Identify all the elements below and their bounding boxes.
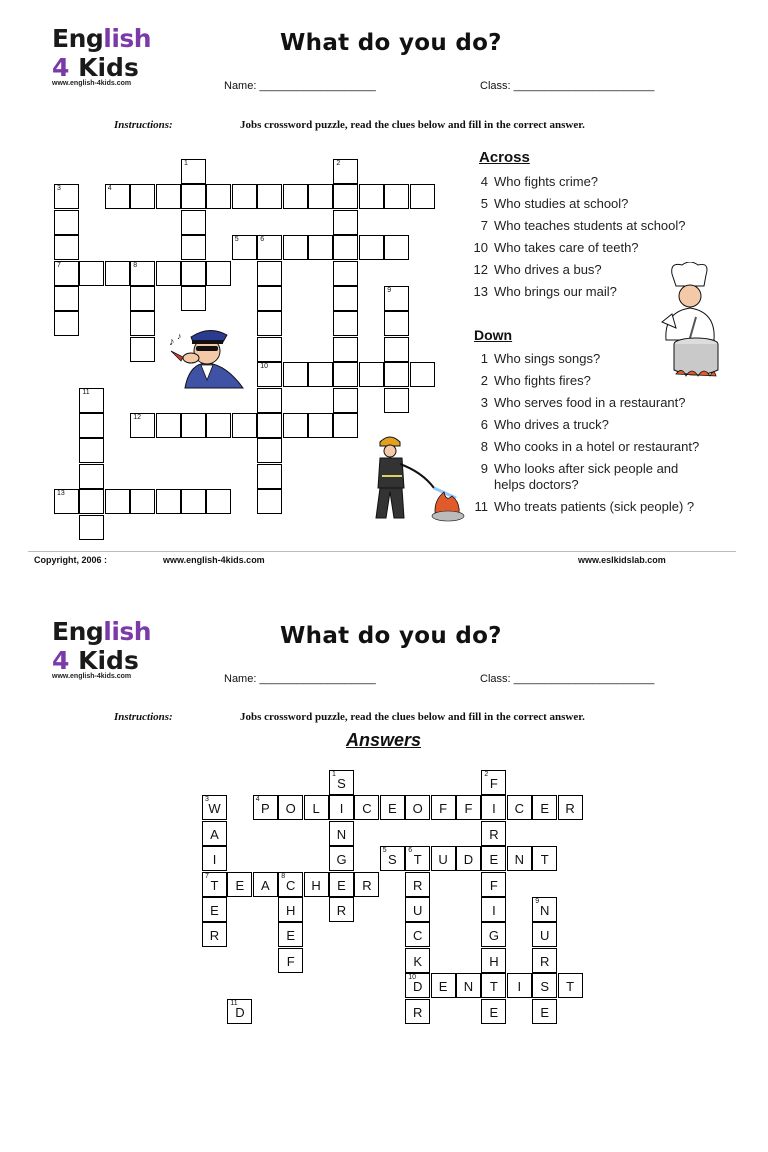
answer-cell <box>202 872 227 897</box>
crossword-cell[interactable] <box>79 261 104 286</box>
answer-cell <box>405 948 430 973</box>
cell-letter: R <box>412 877 423 893</box>
cell-number: 4 <box>107 185 112 193</box>
answer-cell <box>405 973 430 998</box>
crossword-cell[interactable] <box>181 413 206 438</box>
answer-cell <box>405 897 430 922</box>
cell-letter: E <box>337 877 346 893</box>
clue-text: Who studies at school? <box>494 196 629 211</box>
crossword-cell[interactable] <box>130 261 155 286</box>
cell-number: 5 <box>382 847 387 855</box>
logo: English 4 Kids www.english-4kids.com <box>52 617 152 680</box>
clue-text: Who sings songs? <box>494 351 601 366</box>
clue-number: 10 <box>473 240 488 255</box>
clue-text: Who drives a truck? <box>494 417 609 432</box>
page-title: What do you do? <box>280 623 502 649</box>
crossword-cell[interactable] <box>333 388 358 413</box>
answer-cell <box>405 872 430 897</box>
cell-letter: N <box>514 852 524 868</box>
crossword-cell[interactable] <box>105 489 130 514</box>
answer-cell <box>532 973 557 998</box>
answer-cell <box>304 795 329 820</box>
cell-number: 9 <box>535 898 540 905</box>
cell-letter: T <box>210 877 219 893</box>
crossword-cell[interactable] <box>308 184 333 209</box>
crossword-cell[interactable] <box>181 286 206 311</box>
cell-letter: U <box>412 903 423 918</box>
cell-letter: O <box>412 801 423 817</box>
clue-number: 6 <box>480 417 488 432</box>
answer-cell <box>278 872 303 897</box>
crossword-cell[interactable] <box>130 337 155 362</box>
crossword-cell[interactable] <box>384 311 409 336</box>
cell-letter: E <box>387 801 397 817</box>
answer-cell <box>481 897 506 922</box>
cell-number: 9 <box>387 287 392 294</box>
name-field[interactable]: Name: ___________________ <box>224 80 376 92</box>
crossword-cell[interactable] <box>384 235 409 260</box>
clue-item <box>472 218 712 234</box>
clue-number: 5 <box>480 196 488 211</box>
cell-letter: W <box>208 801 221 817</box>
cell-letter: E <box>540 1004 550 1020</box>
crossword-cell[interactable] <box>410 362 435 387</box>
crossword-cell[interactable] <box>79 438 104 463</box>
crossword-cell[interactable] <box>130 286 155 311</box>
crossword-cell[interactable] <box>384 337 409 362</box>
cell-letter: E <box>489 852 499 868</box>
answer-cell <box>481 999 506 1024</box>
cell-number: 12 <box>133 414 141 421</box>
cell-number: 4 <box>255 796 260 804</box>
cell-number: 8 <box>281 872 286 880</box>
crossword-cell[interactable] <box>257 286 282 311</box>
answer-cell <box>227 872 252 897</box>
cell-letter: I <box>212 852 217 868</box>
crossword-cell[interactable] <box>283 184 308 209</box>
cell-letter: R <box>539 953 550 969</box>
cell-letter: S <box>337 776 346 791</box>
crossword-cell[interactable] <box>257 235 282 260</box>
cell-letter: I <box>492 903 496 918</box>
answer-cell <box>202 897 227 922</box>
class-field[interactable]: Class: _______________________ <box>480 673 655 685</box>
crossword-cell[interactable] <box>79 489 104 514</box>
crossword-cell[interactable] <box>333 235 358 260</box>
answer-cell <box>380 846 405 871</box>
clue-item <box>472 461 712 493</box>
answer-cell <box>405 846 430 871</box>
answer-cell <box>481 872 506 897</box>
cell-letter: D <box>463 852 474 868</box>
cell-letter: N <box>463 979 474 995</box>
cell-letter: F <box>286 953 295 969</box>
crossword-cell[interactable] <box>308 362 333 387</box>
crossword-cell[interactable] <box>257 438 282 463</box>
clue-number: 11 <box>474 499 488 514</box>
cell-letter: I <box>339 801 344 817</box>
crossword-cell[interactable] <box>156 413 181 438</box>
cell-letter: A <box>210 826 219 842</box>
cell-letter: P <box>260 801 270 817</box>
answer-cell <box>202 821 227 846</box>
crossword-cell[interactable] <box>333 362 358 387</box>
answer-cell <box>253 795 278 820</box>
clue-item <box>472 499 712 515</box>
crossword-cell[interactable] <box>333 413 358 438</box>
answer-cell <box>405 795 430 820</box>
cell-number: 2 <box>336 160 341 167</box>
answer-cell <box>507 973 532 998</box>
across-heading: Across <box>479 149 530 166</box>
answer-cell <box>507 795 532 820</box>
class-field[interactable]: Class: _______________________ <box>480 80 655 92</box>
cell-letter: O <box>285 801 296 817</box>
cell-letter: G <box>488 928 499 944</box>
crossword-cell[interactable] <box>181 210 206 235</box>
clue-number: 12 <box>473 262 488 277</box>
answer-cell <box>481 821 506 846</box>
cell-letter: F <box>464 801 473 817</box>
answer-cell <box>329 872 354 897</box>
answer-cell <box>558 795 583 820</box>
answer-cell <box>380 795 405 820</box>
cell-number: 5 <box>234 236 239 244</box>
clue-text: Who looks after sick people and helps doctors? <box>494 461 679 492</box>
crossword-cell[interactable] <box>79 413 104 438</box>
answer-cell <box>354 795 379 820</box>
crossword-cell[interactable] <box>359 235 384 260</box>
answer-cell <box>227 999 252 1024</box>
answer-cell <box>532 948 557 973</box>
down-heading: Down <box>474 327 513 343</box>
answer-cell <box>329 821 354 846</box>
cell-letter: C <box>412 928 423 944</box>
cell-letter: S <box>540 979 550 995</box>
crossword-cell[interactable] <box>79 388 104 413</box>
answer-cell <box>532 897 557 922</box>
cell-letter: C <box>285 877 296 893</box>
chef-illustration <box>652 262 728 384</box>
footer-copyright: Copyright, 2006 : <box>34 555 108 565</box>
answer-cell <box>329 897 354 922</box>
cell-letter: I <box>492 801 496 817</box>
clue-number: 1 <box>480 351 488 366</box>
cell-letter: H <box>285 903 296 918</box>
cell-number: 6 <box>408 847 413 855</box>
crossword-cell[interactable] <box>130 413 155 438</box>
crossword-cell[interactable] <box>54 235 79 260</box>
cell-letter: K <box>413 953 423 969</box>
answer-cell <box>532 846 557 871</box>
clue-number: 9 <box>480 461 488 476</box>
crossword-cell[interactable] <box>156 489 181 514</box>
answer-cell <box>532 795 557 820</box>
crossword-cell[interactable] <box>54 210 79 235</box>
crossword-cell[interactable] <box>384 184 409 209</box>
crossword-cell[interactable] <box>257 337 282 362</box>
cell-letter: D <box>235 1004 245 1020</box>
crossword-cell[interactable] <box>54 286 79 311</box>
cell-number: 3 <box>205 796 209 804</box>
clue-text: Who drives a bus? <box>494 262 602 277</box>
cell-number: 3 <box>57 185 61 193</box>
answer-cell <box>481 846 506 871</box>
cell-number: 11 <box>230 999 238 1007</box>
instructions-label: Instructions: <box>114 119 173 131</box>
crossword-cell[interactable] <box>333 261 358 286</box>
crossword-cell[interactable] <box>232 413 257 438</box>
answer-cell <box>507 846 532 871</box>
cell-letter: S <box>387 852 397 868</box>
clue-number: 13 <box>473 284 488 299</box>
crossword-cell[interactable] <box>54 311 79 336</box>
answer-cell <box>202 922 227 947</box>
crossword-cell[interactable] <box>384 388 409 413</box>
answer-cell <box>456 795 481 820</box>
crossword-cell[interactable] <box>257 489 282 514</box>
crossword-cell[interactable] <box>181 489 206 514</box>
instructions-label: Instructions: <box>114 711 173 723</box>
clue-text: Who cooks in a hotel or restaurant? <box>494 439 700 454</box>
instructions-text: Jobs crossword puzzle, read the clues below and fill in the correct answer. <box>240 711 585 723</box>
crossword-cell[interactable] <box>206 413 231 438</box>
cell-letter: L <box>312 801 320 817</box>
answer-cell <box>329 795 354 820</box>
answer-cell <box>329 846 354 871</box>
crossword-cell[interactable] <box>283 235 308 260</box>
clue-item <box>472 196 712 212</box>
clue-text: Who serves food in a restaurant? <box>494 395 686 410</box>
clue-number: 7 <box>480 218 488 233</box>
crossword-cell[interactable] <box>257 413 282 438</box>
cell-number: 1 <box>184 160 188 167</box>
crossword-cell[interactable] <box>181 159 206 184</box>
crossword-cell[interactable] <box>54 489 79 514</box>
crossword-cell[interactable] <box>257 362 282 387</box>
cell-number: 1 <box>332 771 336 778</box>
footer-site-english4kids[interactable]: www.english-4kids.com <box>163 555 265 565</box>
answer-cell <box>329 770 354 795</box>
answer-cell <box>253 872 278 897</box>
crossword-cell[interactable] <box>283 362 308 387</box>
clue-item <box>472 174 712 190</box>
answer-cell <box>405 922 430 947</box>
crossword-cell[interactable] <box>181 184 206 209</box>
crossword-cell[interactable] <box>333 337 358 362</box>
crossword-cell[interactable] <box>257 311 282 336</box>
clue-item <box>472 395 712 411</box>
crossword-cell[interactable] <box>181 235 206 260</box>
clue-item <box>472 240 712 256</box>
crossword-cell[interactable] <box>79 515 104 540</box>
cell-letter: I <box>517 979 522 995</box>
cell-letter: T <box>413 852 422 868</box>
crossword-cell[interactable] <box>206 184 231 209</box>
cell-letter: E <box>489 1004 499 1020</box>
cell-number: 11 <box>82 388 90 396</box>
cell-number: 10 <box>260 363 268 371</box>
answer-cell <box>202 846 227 871</box>
answer-cell <box>431 846 456 871</box>
logo: English 4 Kids www.english-4kids.com <box>52 24 152 87</box>
answer-cell <box>405 999 430 1024</box>
cell-letter: A <box>260 877 270 893</box>
cell-letter: R <box>209 928 220 944</box>
clue-text: Who fights fires? <box>494 373 591 388</box>
clue-text: Who treats patients (sick people) ? <box>494 499 695 514</box>
clue-text: Who fights crime? <box>494 174 599 189</box>
cell-number: 2 <box>484 771 489 778</box>
answer-cell <box>431 973 456 998</box>
cell-letter: U <box>539 928 550 944</box>
crossword-cell[interactable] <box>105 184 130 209</box>
cell-letter: N <box>539 903 550 918</box>
cell-letter: R <box>565 801 575 817</box>
svg-text:♪: ♪ <box>177 331 182 341</box>
cell-letter: H <box>489 953 499 969</box>
answer-cell <box>278 922 303 947</box>
clue-item <box>472 417 712 433</box>
cell-letter: R <box>336 903 347 918</box>
cell-letter: T <box>540 852 549 868</box>
cell-letter: R <box>362 877 372 893</box>
footer-site-eslkidslab[interactable]: www.eslkidslab.com <box>578 555 666 565</box>
cell-letter: G <box>336 852 347 868</box>
cell-number: 8 <box>133 261 138 269</box>
crossword-cell[interactable] <box>156 184 181 209</box>
answer-cell <box>354 872 379 897</box>
clue-item <box>472 439 712 455</box>
answer-cell <box>481 948 506 973</box>
crossword-cell[interactable] <box>257 261 282 286</box>
cell-letter: H <box>311 877 321 893</box>
answer-cell <box>278 795 303 820</box>
answer-grid <box>202 770 584 1152</box>
crossword-cell[interactable] <box>130 184 155 209</box>
crossword-cell[interactable] <box>333 159 358 184</box>
answer-cell <box>532 999 557 1024</box>
police-officer-illustration <box>165 325 245 390</box>
cell-letter: R <box>412 1004 423 1020</box>
cell-letter: U <box>438 852 448 868</box>
instructions-text: Jobs crossword puzzle, read the clues below and fill in the correct answer. <box>240 119 585 131</box>
crossword-cell[interactable] <box>206 261 231 286</box>
clue-text: Who teaches students at school? <box>494 218 686 233</box>
answer-cell <box>558 973 583 998</box>
cell-letter: E <box>286 928 296 944</box>
cell-letter: T <box>566 979 575 995</box>
crossword-cell[interactable] <box>105 261 130 286</box>
answer-cell <box>532 922 557 947</box>
answer-cell <box>278 897 303 922</box>
clue-number: 4 <box>480 174 488 189</box>
cell-letter: F <box>489 776 498 791</box>
crossword-cell[interactable] <box>257 388 282 413</box>
answers-heading: Answers <box>346 730 422 750</box>
name-field[interactable]: Name: ___________________ <box>224 673 376 685</box>
clue-number: 8 <box>480 439 488 454</box>
answer-cell <box>481 770 506 795</box>
crossword-cell[interactable] <box>359 362 384 387</box>
cell-letter: F <box>439 801 448 817</box>
answer-cell <box>481 795 506 820</box>
crossword-cell[interactable] <box>130 489 155 514</box>
cell-letter: E <box>438 979 448 995</box>
crossword-cell[interactable] <box>283 413 308 438</box>
crossword-cell[interactable] <box>257 184 282 209</box>
crossword-cell[interactable] <box>206 489 231 514</box>
crossword-cell[interactable] <box>232 235 257 260</box>
cell-number: 10 <box>408 974 416 982</box>
answer-cell <box>202 795 227 820</box>
svg-text:♪: ♪ <box>169 336 175 348</box>
answer-cell <box>456 973 481 998</box>
crossword-cell[interactable] <box>79 464 104 489</box>
cell-letter: T <box>489 979 498 995</box>
crossword-cell[interactable] <box>359 184 384 209</box>
page-title: What do you do? <box>280 30 502 56</box>
answer-cell <box>481 922 506 947</box>
clue-number: 3 <box>480 395 488 410</box>
crossword-cell[interactable] <box>181 261 206 286</box>
crossword-cell[interactable] <box>333 184 358 209</box>
crossword-cell[interactable] <box>54 184 79 209</box>
cell-number: 7 <box>57 261 61 269</box>
cell-letter: R <box>489 826 499 842</box>
cell-number: 7 <box>205 872 209 880</box>
crossword-cell[interactable] <box>257 464 282 489</box>
crossword-cell[interactable] <box>333 210 358 235</box>
clue-text: Who brings our mail? <box>494 284 617 299</box>
cell-letter: F <box>489 877 498 893</box>
crossword-cell[interactable] <box>308 413 333 438</box>
cell-number: 6 <box>260 236 265 244</box>
crossword-cell[interactable] <box>333 311 358 336</box>
clue-number: 2 <box>480 373 488 388</box>
cell-letter: E <box>210 903 219 918</box>
crossword-cell[interactable] <box>232 184 257 209</box>
cell-letter: D <box>412 979 423 995</box>
cell-letter: C <box>514 801 524 817</box>
crossword-cell[interactable] <box>333 286 358 311</box>
clue-text: Who takes care of teeth? <box>494 240 639 255</box>
crossword-cell[interactable] <box>156 261 181 286</box>
cell-letter: E <box>235 877 245 893</box>
answer-cell <box>456 846 481 871</box>
crossword-cell[interactable] <box>410 184 435 209</box>
cell-letter: C <box>362 801 372 817</box>
firefighter-illustration <box>372 432 466 524</box>
answer-cell <box>278 948 303 973</box>
answer-cell <box>481 973 506 998</box>
cell-number: 13 <box>57 490 65 498</box>
cell-letter: E <box>540 801 550 817</box>
answer-cell <box>431 795 456 820</box>
answer-cell <box>304 872 329 897</box>
cell-letter: N <box>336 826 347 842</box>
crossword-cell[interactable] <box>308 235 333 260</box>
page-divider <box>28 551 736 552</box>
crossword-cell[interactable] <box>54 261 79 286</box>
crossword-cell[interactable] <box>384 286 409 311</box>
crossword-cell[interactable] <box>384 362 409 387</box>
crossword-cell[interactable] <box>130 311 155 336</box>
